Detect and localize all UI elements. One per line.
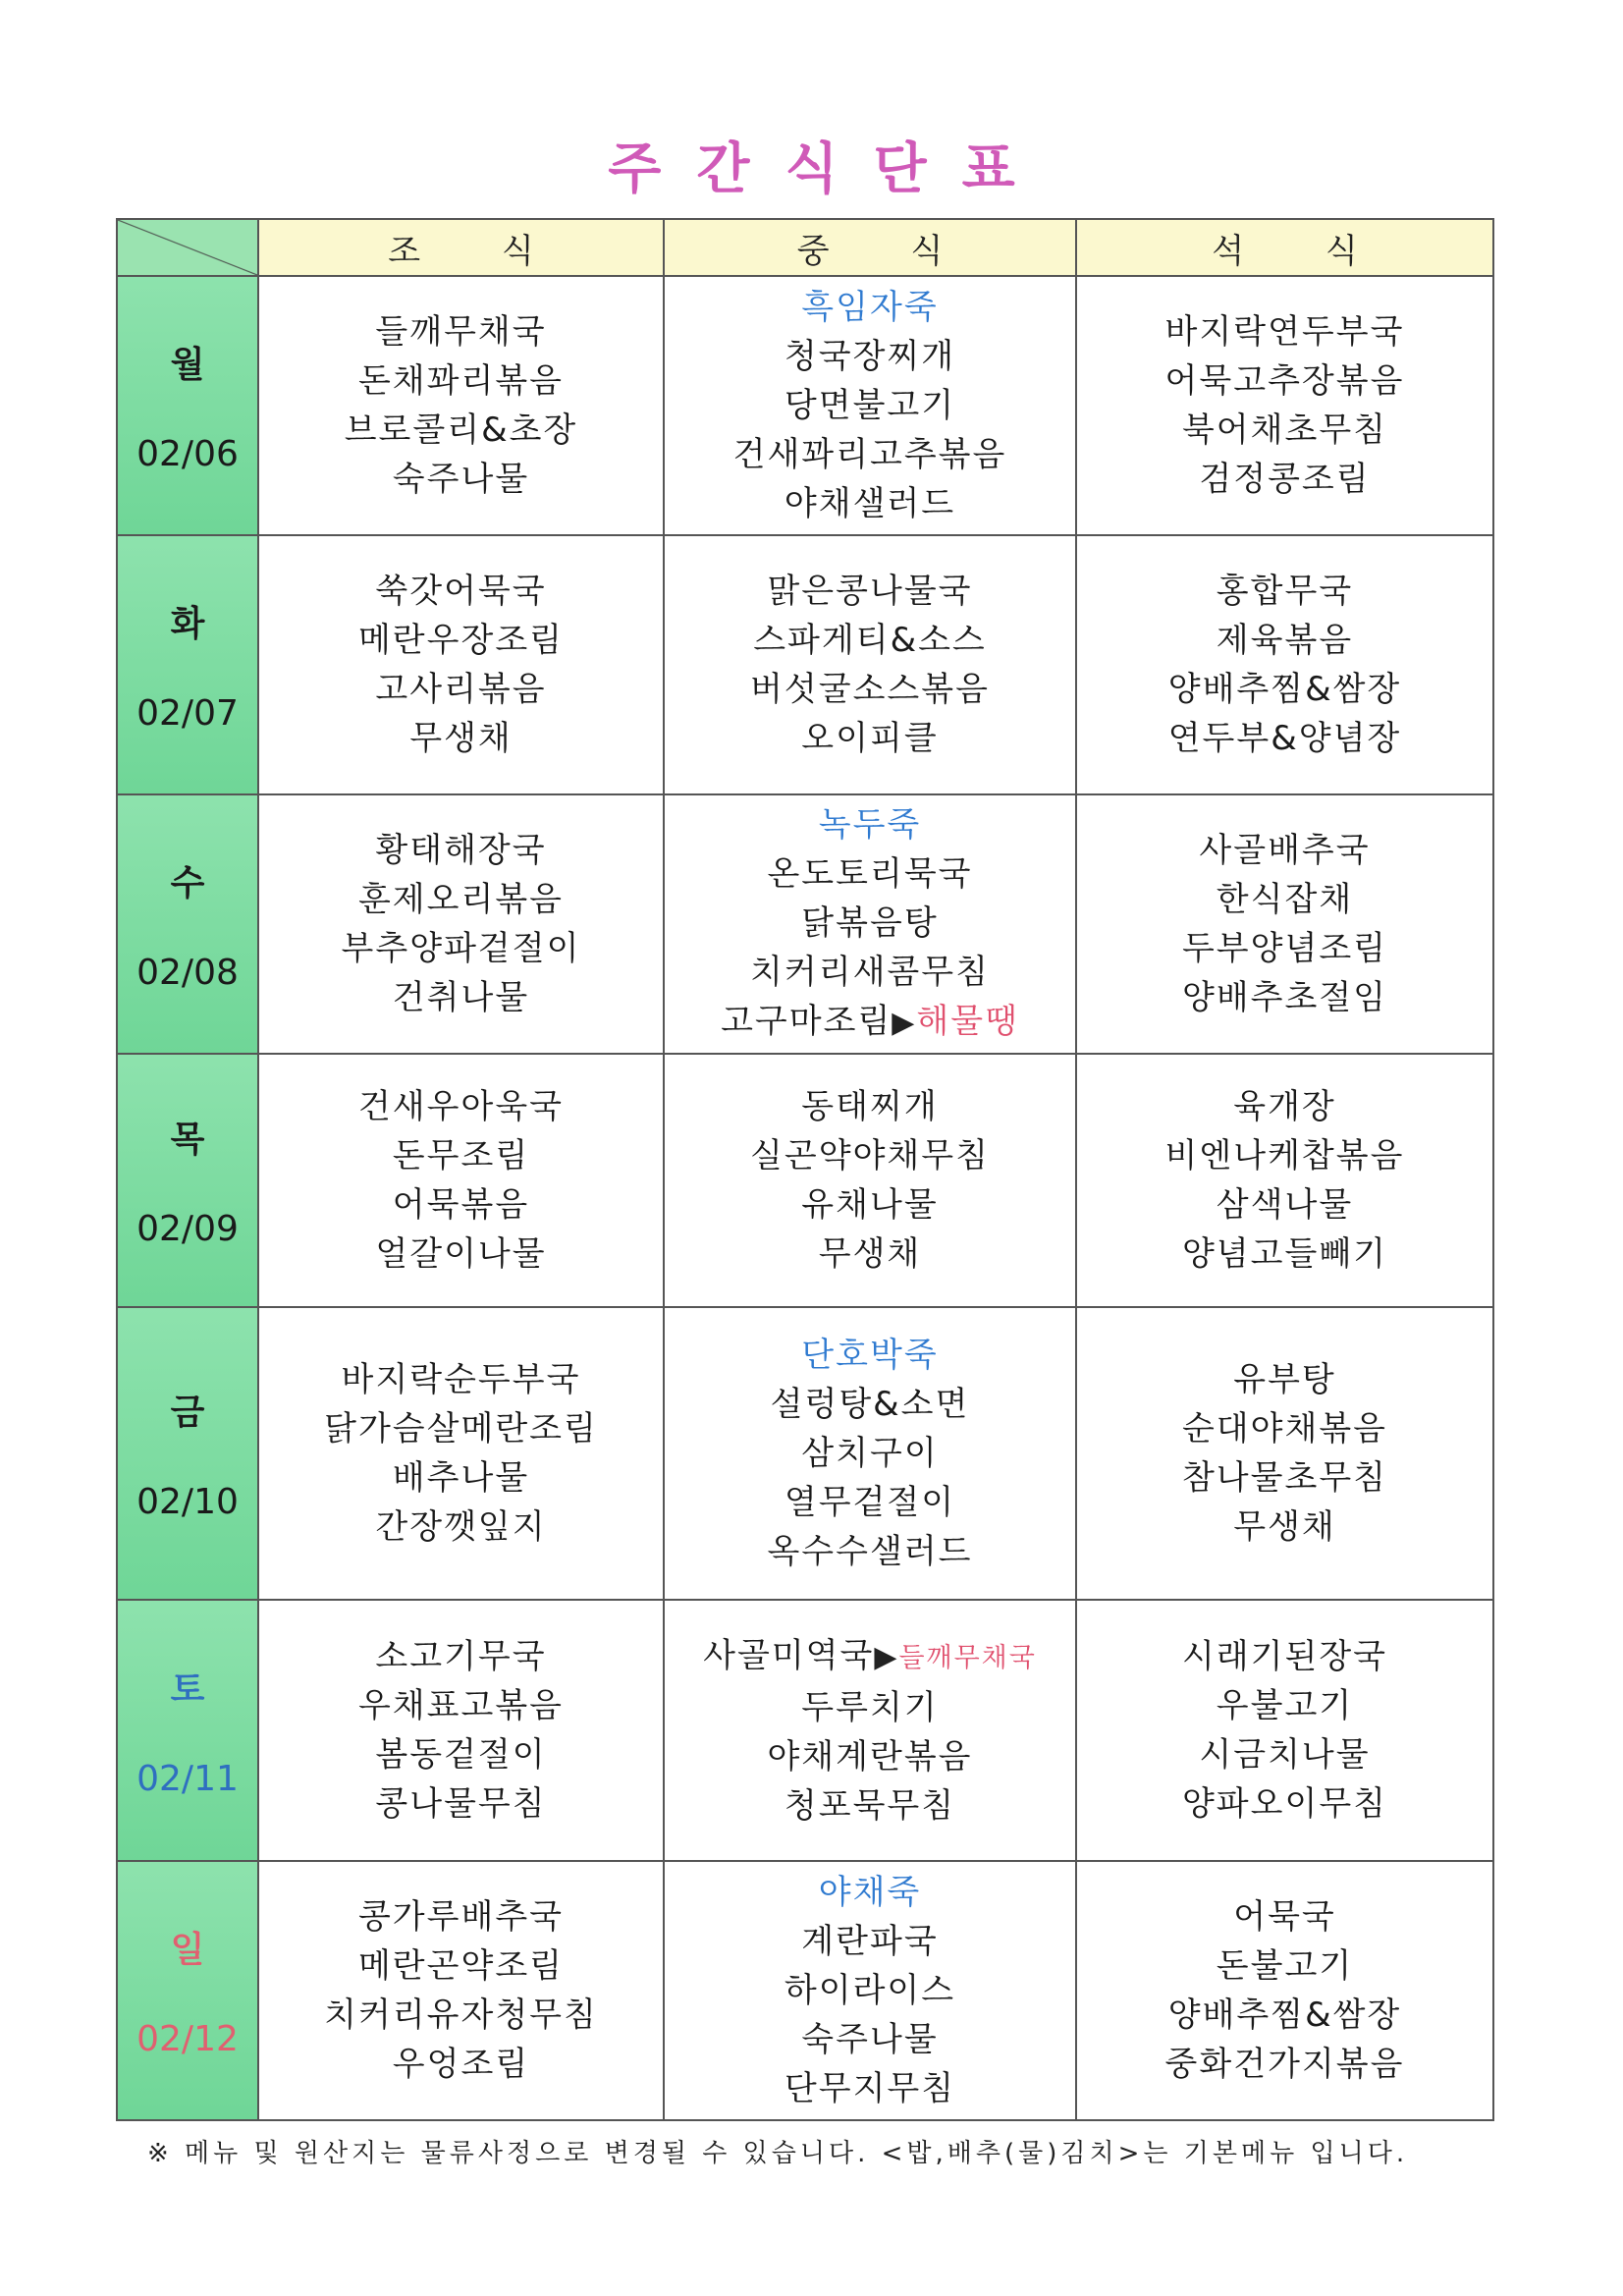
menu-item: 바지락연두부국 [1164,312,1405,352]
dinner-cell [1076,1054,1493,1307]
dinner-cell [1076,794,1493,1054]
day-row-sat [117,1600,1493,1861]
menu-item: 실곤약야채무침 [750,1136,990,1175]
day-cell [117,535,258,794]
arrow-right-icon: ▶ [874,1639,899,1674]
breakfast-cell [258,794,664,1054]
menu-item: 버섯굴소스볶음 [750,670,990,709]
day-date: 02/12 [136,2019,239,2059]
menu-item: 온도토리묵국 [767,854,973,894]
menu-item: 양배추찜&쌈장 [1167,670,1402,709]
menu-item-with-substitute [665,997,1075,1048]
day-row-tue [117,535,1493,794]
menu-item: 설렁탕&소면 [770,1385,970,1424]
menu-item: 옥수수샐러드 [767,1532,973,1571]
day-date: 02/07 [136,693,239,734]
day-date: 02/08 [136,953,239,993]
day-date: 02/06 [136,434,239,474]
menu-item: 양파오이무침 [1181,1784,1388,1824]
menu-item: 부추양파겉절이 [341,929,581,968]
weekly-menu-table [116,218,1494,2121]
menu-item: 비엔나케찹볶음 [1164,1136,1405,1175]
menu-item: 스파게티&소스 [753,621,987,660]
menu-item: 양배추찜&쌈장 [1167,1995,1402,2035]
substitute-item: 들깨무채국 [898,1642,1037,1673]
breakfast-cell [258,1054,664,1307]
menu-item: 단무지무침 [784,2069,956,2108]
menu-item: 메란우장조림 [357,621,565,660]
breakfast-cell [258,1307,664,1600]
page-title: 주간식단표 [608,137,1051,201]
breakfast-header: 조 식 [258,219,664,276]
menu-item: 양념고들빼기 [1181,1234,1388,1274]
menu-item: 우엉조림 [392,2045,530,2084]
menu-item: 무생채 [1233,1507,1336,1547]
menu-item: 시금치나물 [1199,1735,1371,1775]
lunch-cell [664,794,1076,1054]
menu-item: 숙주나물 [801,2020,939,2059]
dinner-cell [1076,1307,1493,1600]
day-name: 토 [170,1669,205,1710]
menu-item: 얼갈이나물 [375,1234,547,1274]
day-name: 월 [170,345,205,385]
day-name: 금 [170,1393,205,1433]
breakfast-cell [258,276,664,535]
day-cell [117,276,258,535]
arrow-right-icon: ▶ [892,1006,917,1040]
menu-item: 시래기된장국 [1181,1637,1388,1676]
menu-item: 무생채 [409,719,513,758]
menu-item: 육개장 [1233,1087,1336,1126]
breakfast-cell [258,535,664,794]
menu-item: 브로콜리&초장 [344,410,578,450]
menu-item: 간장깻잎지 [375,1507,547,1547]
breakfast-cell [258,1861,664,2120]
menu-item: 열무겉절이 [784,1483,956,1522]
menu-item-text: 고구마조림 [721,1002,893,1041]
menu-item: 순대야채볶음 [1181,1409,1388,1449]
menu-item: 훈제오리볶음 [357,880,565,919]
lunch-cell [664,276,1076,535]
dinner-cell [1076,1861,1493,2120]
lunch-cell [664,1054,1076,1307]
menu-item: 검정콩조림 [1199,460,1371,499]
menu-item: 무생채 [818,1234,922,1274]
day-name: 목 [170,1120,205,1160]
day-row-thu [117,1054,1493,1307]
menu-item: 고사리볶음 [375,670,547,709]
day-cell [117,1861,258,2120]
day-row-mon [117,276,1493,535]
menu-item-text: 사골미역국 [703,1635,875,1675]
day-cell [117,794,258,1054]
menu-item: 청국장찌개 [784,337,956,376]
menu-item: 건취나물 [392,978,530,1017]
menu-item-with-substitute [665,1631,1075,1683]
lunch-cell [664,1861,1076,2120]
lunch-cell [664,535,1076,794]
lunch-cell [664,1307,1076,1600]
menu-item: 치커리유자청무침 [324,1995,598,2035]
menu-item: 동태찌개 [801,1087,939,1126]
menu-item: 우불고기 [1216,1686,1354,1725]
breakfast-cell [258,1600,664,1861]
menu-item: 어묵볶음 [392,1185,530,1225]
menu-item: 배추나물 [392,1458,530,1498]
menu-item: 삼색나물 [1216,1185,1354,1225]
menu-item: 오이피클 [801,719,939,758]
day-cell [117,1600,258,1861]
menu-item: 맑은콩나물국 [767,572,973,611]
footnote: ※ 메뉴 및 원산지는 물류사정으로 변경될 수 있습니다. <밥,배추(물)김치>는 기본메뉴 입니다. [147,2139,1409,2168]
day-name: 화 [170,604,205,644]
menu-item: 어묵고추장볶음 [1164,361,1405,401]
day-cell [117,1307,258,1600]
menu-item: 숙주나물 [392,460,530,499]
menu-item: 북어채초무침 [1181,410,1388,450]
menu-item: 건새꽈리고추볶음 [732,435,1007,474]
menu-item: 연두부&양념장 [1167,719,1402,758]
menu-item: 유부탕 [1233,1360,1336,1399]
day-row-wed [117,794,1493,1054]
menu-item: 들깨무채국 [375,312,547,352]
menu-item: 돈채꽈리볶음 [357,361,565,401]
menu-item: 사골배추국 [1199,831,1371,870]
dinner-header: 석 식 [1076,219,1493,276]
menu-item: 봄동겉절이 [375,1735,547,1775]
dinner-cell [1076,1600,1493,1861]
day-name: 일 [170,1930,205,1970]
day-name: 수 [170,863,205,903]
menu-item: 삼치구이 [801,1434,939,1473]
header-row [117,219,1493,276]
menu-item: 쑥갓어묵국 [375,572,547,611]
dinner-cell [1076,535,1493,794]
menu-item: 한식잡채 [1216,880,1354,919]
substitute-item: 해물땡 [916,1002,1019,1041]
menu-item: 당면불고기 [784,386,956,425]
corner-cell [117,219,258,276]
day-cell [117,1054,258,1307]
menu-item: 야채계란볶음 [767,1736,973,1777]
menu-item: 콩나물무침 [375,1784,547,1824]
menu-item: 중화건가지볶음 [1164,2045,1405,2084]
day-row-sun [117,1861,1493,2120]
menu-item: 닭볶음탕 [801,903,939,943]
porridge-item: 단호박죽 [801,1336,939,1375]
menu-item: 양배추초절임 [1181,978,1388,1017]
porridge-item: 야채죽 [818,1873,922,1912]
day-row-fri [117,1307,1493,1600]
menu-item: 돈불고기 [1216,1946,1354,1986]
menu-item: 돈무조림 [392,1136,530,1175]
day-date: 02/10 [136,1482,239,1522]
menu-item: 소고기무국 [375,1637,547,1676]
day-date: 02/11 [136,1759,239,1799]
menu-item: 야채샐러드 [784,484,956,523]
menu-item: 건새우아욱국 [357,1087,565,1126]
menu-item: 홍합무국 [1216,572,1354,611]
menu-item: 참나물초무침 [1181,1458,1388,1498]
menu-item: 황태해장국 [375,831,547,870]
menu-item: 청포묵무침 [784,1785,956,1826]
menu-item: 어묵국 [1233,1897,1336,1937]
menu-item: 메란곤약조림 [357,1946,565,1986]
menu-item: 우채표고볶음 [357,1686,565,1725]
menu-item: 제육볶음 [1216,621,1354,660]
menu-item: 치커리새콤무침 [750,953,990,992]
dinner-cell [1076,276,1493,535]
menu-item: 유채나물 [801,1185,939,1225]
lunch-header: 중 식 [664,219,1076,276]
lunch-cell [664,1600,1076,1861]
menu-item: 닭가슴살메란조림 [324,1409,598,1449]
menu-item: 바지락순두부국 [341,1360,581,1399]
menu-item: 두부양념조림 [1181,929,1388,968]
menu-item: 두루치기 [801,1687,939,1727]
day-date: 02/09 [136,1209,239,1249]
menu-item: 하이라이스 [784,1971,956,2010]
menu-item: 콩가루배추국 [357,1897,565,1937]
porridge-item: 흑임자죽 [801,288,939,327]
porridge-item: 녹두죽 [818,805,922,845]
menu-item: 계란파국 [801,1922,939,1961]
